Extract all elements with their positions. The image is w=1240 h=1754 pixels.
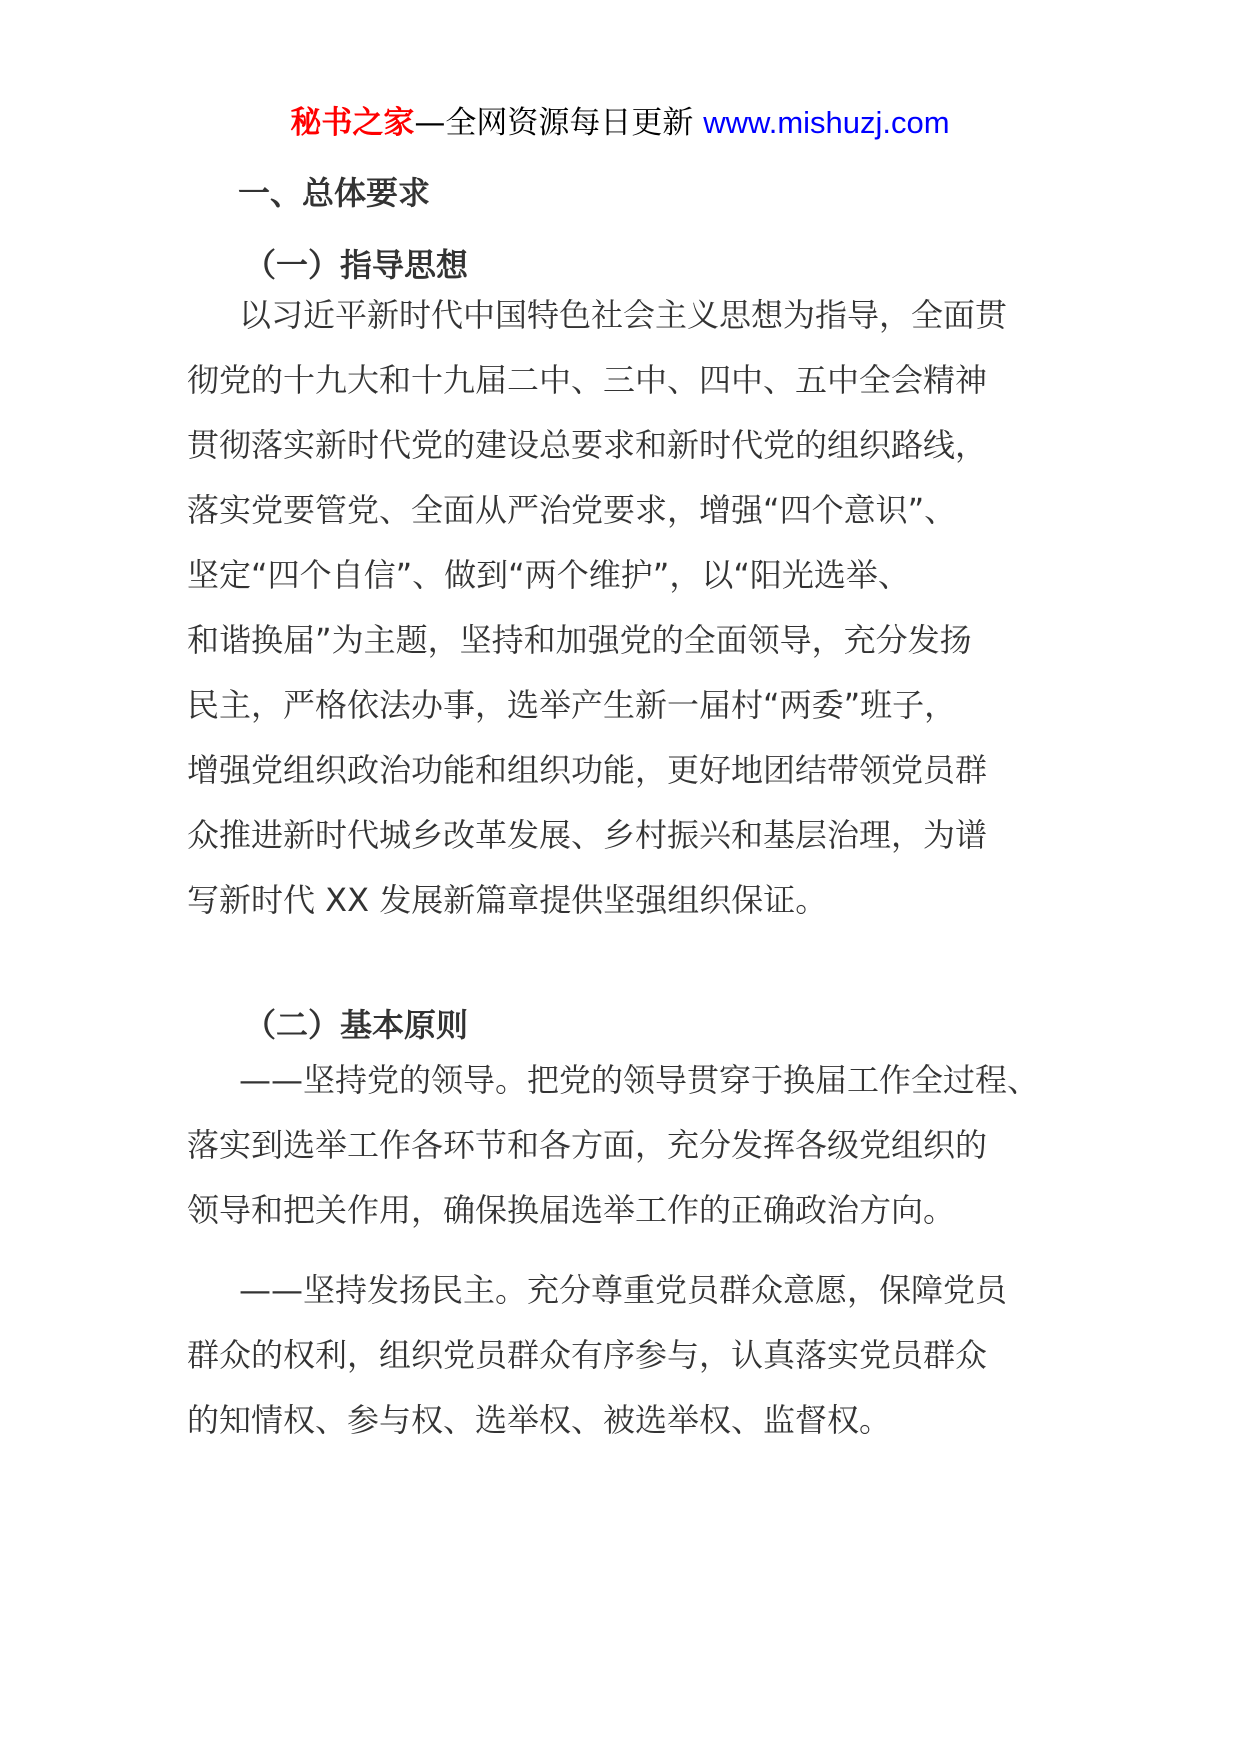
header-url-link[interactable]: www.mishuzj.com — [703, 105, 950, 140]
text-line: 众推进新时代城乡改革发展、乡村振兴和基层治理，为谱 — [187, 816, 988, 854]
header-tagline: —全网资源每日更新 — [414, 105, 704, 141]
section-heading-overall-requirements: 一、总体要求 — [238, 174, 431, 212]
text-line: ——坚持发扬民主。充分尊重党员群众意愿，保障党员 — [239, 1271, 1008, 1309]
subheading-basic-principles: （二）基本原则 — [244, 1006, 469, 1044]
text-line: 写新时代 XX 发展新篇章提供坚强组织保证。 — [187, 881, 828, 919]
text-line: 领导和把关作用，确保换届选举工作的正确政治方向。 — [187, 1191, 956, 1229]
text-line: 贯彻落实新时代党的建设总要求和新时代党的组织路线， — [187, 426, 988, 464]
subheading-guiding-ideology: （一）指导思想 — [244, 246, 469, 284]
brand-name: 秘书之家 — [290, 105, 415, 141]
text-line: 的知情权、参与权、选举权、被选举权、监督权。 — [187, 1401, 892, 1439]
text-line: 坚定“四个自信”、做到“两个维护”，以“阳光选举、 — [187, 556, 910, 594]
text-line: 落实到选举工作各环节和各方面，充分发挥各级党组织的 — [187, 1126, 988, 1164]
text-line: 以习近平新时代中国特色社会主义思想为指导，全面贯 — [239, 296, 1008, 334]
text-line: 和谐换届”为主题，坚持和加强党的全面领导，充分发扬 — [187, 621, 972, 659]
paragraph-guiding-ideology — [187, 283, 1053, 933]
text-line: 彻党的十九大和十九届二中、三中、四中、五中全会精神 — [187, 361, 988, 399]
text-line: ——坚持党的领导。把党的领导贯穿于换届工作全过程、 — [239, 1061, 1040, 1099]
site-header — [0, 101, 1240, 145]
text-line: 落实党要管党、全面从严治党要求，增强“四个意识”、 — [187, 491, 957, 529]
text-line: 民主，严格依法办事，选举产生新一届村“两委”班子， — [187, 686, 957, 724]
text-line: 增强党组织政治功能和组织功能，更好地团结带领党员群 — [187, 751, 988, 789]
text-line: 群众的权利，组织党员群众有序参与，认真落实党员群众 — [187, 1336, 988, 1374]
paragraph-principle-democracy — [187, 1258, 1053, 1453]
paragraph-principle-party-leadership — [187, 1048, 1053, 1243]
